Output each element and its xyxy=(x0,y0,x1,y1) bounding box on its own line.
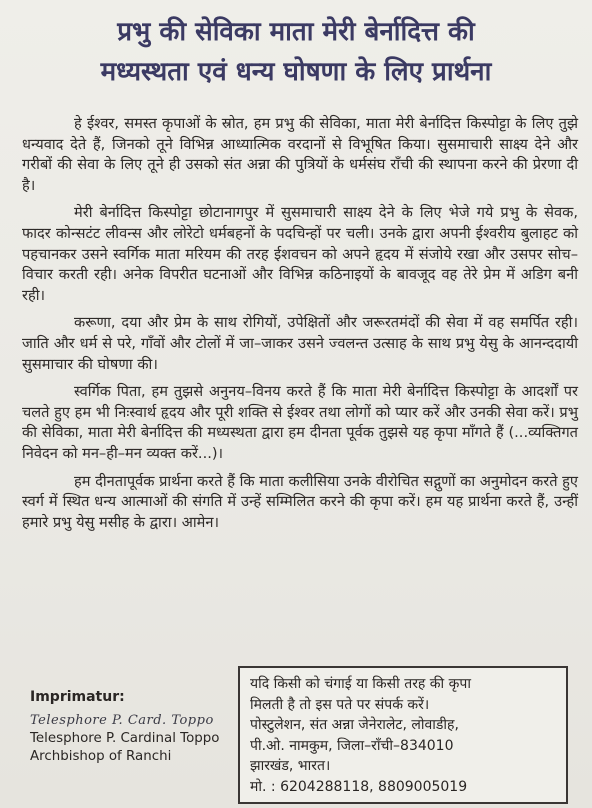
paragraph-4: स्वर्गिक पिता, हम तुझसे अनुनय–विनय करते हैं कि माता मेरी बेर्नादित्त किस्पोट्टा के आदर्शों पर चलते हुए हम भी निःस्वार्थ हृदय और पूरी शक्ति से ईश्वर तथा लोगों को प्यार करें और उनकी सेवा करें। प्रभु की सेविका, माता मेरी बेर्नादित्त की मध्यस्थता द्वारा हम दीनता पूर्वक तुझसे यह कृपा माँगते हैं (...व्यक्तिगत निवेदन को मन–ही–मन व्यक्त करें...)। xyxy=(22,383,578,462)
prayer-body xyxy=(22,114,578,540)
paragraph-2: मेरी बेर्नादित्त किस्पोट्टा छोटानागपुर में सुसमाचारी साक्ष्य देने के लिए भेजे गये प्रभु के सेवक, फादर कोन्सटंट लीवन्स और लोरेटो धर्मबहनों के पदचिन्हों पर चली। उनके द्वारा अपनी ईश्वरीय बुलाहट को पहचानकर उसने स्वर्गिक माता मरियम की तरह ईशवचन को अपने हृदय में संजोये रखा और उसपर सोच–विचार करती रही। अनेक विपरीत घटनाओं और विभिन्न कठिनाइयों के बावजूद वह तेरे प्रेम में अडिग बनी रही। xyxy=(22,204,578,304)
paragraph-3: करूणा, दया और प्रेम के साथ रोगियों, उपेक्षितों और जरूरतमंदों की सेवा में वह समर्पित रही। जाति और धर्म से परे, गाँवों और टोलों में जा–जाकर उसने ज्वलन्त उत्साह के साथ प्रभु येसु के आनन्ददायी सुसमाचार की घोषणा की। xyxy=(22,314,578,373)
contact-line-1: यदि किसी को चंगाई या किसी तरह की कृपा xyxy=(250,676,471,692)
contact-box xyxy=(238,666,568,804)
contact-line-5: झारखंड, भारत। xyxy=(250,758,331,774)
contact-phone: मो. : 6204288118, 8809005019 xyxy=(250,778,468,795)
paragraph-1: हे ईश्वर, समस्त कृपाओं के स्रोत, हम प्रभु की सेविका, माता मेरी बेर्नादित्त किस्पोट्टा के लिए तुझे धन्यवाद देते हैं, जिनको तूने विभिन्न आध्यात्मिक वरदानों से विभूषित किया। सुसमाचारी साक्ष्य देने और गरीबों की सेवा के लिए तूने ही उसको संत अन्ना की पुत्रियों के धर्मसंघ राँची की स्थापना करने की प्रेरणा दी है। xyxy=(22,115,578,194)
imprimatur-name: Telesphore P. Cardinal Toppo xyxy=(30,731,220,746)
title-line-2: मध्यस्थता एवं धन्य घोषणा के लिए प्रार्थना xyxy=(100,57,492,87)
imprimatur-title: Archbishop of Ranchi xyxy=(30,749,172,764)
title-line-1: प्रभु की सेविका माता मेरी बेर्नादित्त की xyxy=(117,17,475,47)
signature: Telesphore P. Card. Toppo xyxy=(30,713,214,728)
contact-line-4: पी.ओ. नामकुम, जिला–राँची–834010 xyxy=(250,737,454,754)
imprimatur-block xyxy=(30,688,240,766)
paragraph-5: हम दीनतापूर्वक प्रार्थना करते हैं कि माता कलीसिया उनके वीरोचित सद्गुणों का अनुमोदन करते हुए स्वर्ग में स्थित धन्य आत्माओं की संगति में उन्हें सम्मिलित करने की कृपा करें। हम यह प्रार्थना करते हैं, उन्हीं हमारे प्रभु येसु मसीह के द्वारा। आमेन। xyxy=(22,472,578,531)
imprimatur-heading: Imprimatur: xyxy=(30,689,125,705)
contact-line-2: मिलती है तो इस पते पर संपर्क करें। xyxy=(250,696,430,713)
page-title xyxy=(10,12,582,92)
contact-line-3: पोस्टुलेशन, संत अन्ना जेनेरालेट, लोवाडीह, xyxy=(250,717,459,733)
